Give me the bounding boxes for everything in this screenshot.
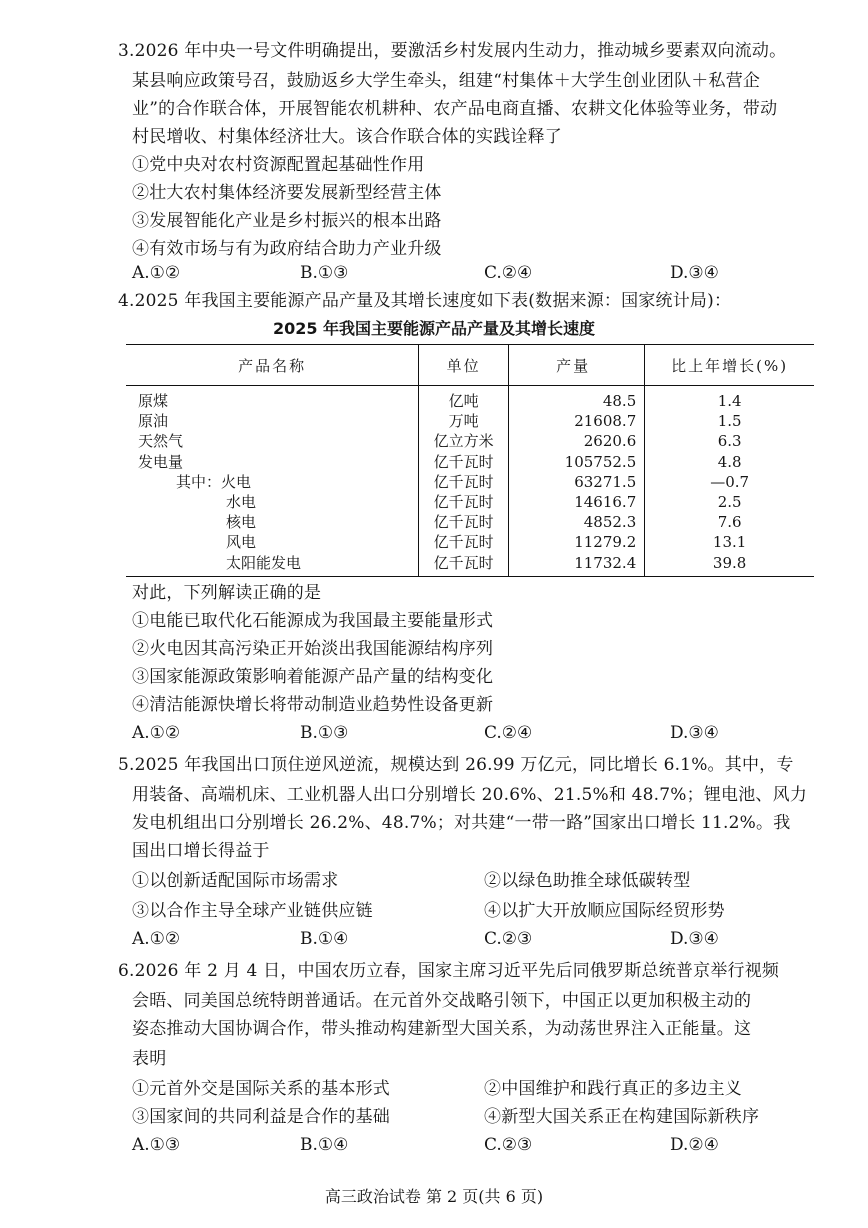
q6-stem-line-4: 表明 — [132, 1049, 167, 1069]
q4-statement-2: ②火电因其高污染正开始淡出我国能源结构序列 — [132, 639, 494, 659]
table-row — [126, 452, 814, 472]
q3-statement-3: ③发展智能化产业是乡村振兴的根本出路 — [132, 211, 442, 231]
q6-stem-line-3: 姿态推动大国协调合作，带头推动构建新型大国关系，为动荡世界注入正能量。这 — [132, 1019, 752, 1039]
table-header-row — [126, 345, 814, 386]
row-unit: 亿千瓦时 — [419, 512, 509, 532]
row-name: 原煤 — [126, 386, 419, 412]
row-growth: 1.4 — [717, 392, 742, 411]
q5-stem-line-4: 国出口增长得益于 — [132, 841, 270, 861]
table-row — [126, 472, 814, 492]
q3-statement-4: ④有效市场与有为政府结合助力产业升级 — [132, 239, 442, 259]
q3-stem-line-3: 业”的合作联合体，开展智能农机耕种、农产品电商直播、农耕文化体验等业务，带动 — [132, 99, 778, 119]
q3-statement-2: ②壮大农村集体经济要发展新型经营主体 — [132, 183, 442, 203]
row-output: 48.5 — [509, 386, 645, 412]
q3-stem-line-4: 村民增收、村集体经济壮大。该合作联合体的实践诠释了 — [132, 127, 562, 147]
row-output: 21608.7 — [509, 411, 645, 431]
q4-intro: 4.2025 年我国主要能源产品产量及其增长速度如下表(数据来源：国家统计局)： — [118, 291, 732, 311]
row-growth: 1.5 — [717, 412, 742, 431]
table-row — [126, 492, 814, 512]
q4-option-c[interactable]: C.②④ — [484, 723, 533, 743]
table-row — [126, 431, 814, 451]
row-output: 14616.7 — [509, 492, 645, 512]
row-name: 水电 — [126, 492, 419, 512]
q5-option-a[interactable]: A.①② — [132, 929, 181, 949]
row-output: 2620.6 — [509, 431, 645, 451]
energy-table — [126, 344, 814, 577]
q5-option-c[interactable]: C.②③ — [484, 929, 533, 949]
q6-option-d[interactable]: D.②④ — [670, 1135, 719, 1155]
q3-statement-1: ①党中央对农村资源配置起基础性作用 — [132, 155, 425, 175]
row-output: 105752.5 — [509, 452, 645, 472]
row-name: 其中：火电 — [126, 472, 419, 492]
q4-option-d[interactable]: D.③④ — [670, 723, 719, 743]
row-name: 发电量 — [126, 452, 419, 472]
row-name: 太阳能发电 — [126, 553, 419, 577]
row-name: 风电 — [126, 532, 419, 552]
row-unit: 亿千瓦时 — [419, 532, 509, 552]
q6-option-a[interactable]: A.①③ — [132, 1135, 181, 1155]
row-growth: 4.8 — [717, 452, 742, 471]
q6-option-b[interactable]: B.①④ — [300, 1135, 349, 1155]
q5-stem-line-1: 5.2025 年我国出口顶住逆风逆流，规模达到 26.99 万亿元，同比增长 6.1%。其中，专 — [118, 755, 794, 775]
q5-option-d[interactable]: D.③④ — [670, 929, 719, 949]
row-name: 天然气 — [126, 431, 419, 451]
q3-stem-line-1: 3.2026 年中央一号文件明确提出，要激活乡村发展内生动力，推动城乡要素双向流动。 — [118, 41, 787, 61]
row-unit: 亿千瓦时 — [419, 452, 509, 472]
q5-statement-2: ②以绿色助推全球低碳转型 — [484, 871, 691, 891]
row-growth: 7.6 — [717, 513, 742, 532]
table-title: 2025 年我国主要能源产品产量及其增长速度 — [272, 319, 596, 338]
table-row — [126, 411, 814, 431]
row-name: 原油 — [126, 411, 419, 431]
q6-stem-line-1: 6.2026 年 2 月 4 日，中国农历立春，国家主席习近平先后同俄罗斯总统普京举行视频 — [118, 961, 780, 981]
row-growth: 39.8 — [645, 553, 814, 577]
q6-statement-2: ②中国维护和践行真正的多边主义 — [484, 1079, 742, 1099]
header-unit: 单位 — [419, 345, 509, 386]
q5-statement-1: ①以创新适配国际市场需求 — [132, 871, 339, 891]
q4-statement-1: ①电能已取代化石能源成为我国最主要能量形式 — [132, 611, 494, 631]
table-row — [126, 386, 814, 412]
row-growth: 6.3 — [717, 432, 742, 451]
row-unit: 亿千瓦时 — [419, 472, 509, 492]
q6-option-c[interactable]: C.②③ — [484, 1135, 533, 1155]
q5-statement-4: ④以扩大开放顺应国际经贸形势 — [484, 901, 725, 921]
q5-option-b[interactable]: B.①④ — [300, 929, 349, 949]
table-row — [126, 532, 814, 552]
q3-option-d[interactable]: D.③④ — [670, 263, 719, 283]
page-footer: 高三政治试卷 第 2 页(共 6 页) — [324, 1187, 544, 1206]
header-product-name: 产品名称 — [126, 345, 419, 386]
row-growth: —0.7 — [710, 472, 750, 491]
row-unit: 亿千瓦时 — [419, 553, 509, 577]
q6-statement-1: ①元首外交是国际关系的基本形式 — [132, 1079, 390, 1099]
q4-option-b[interactable]: B.①③ — [300, 723, 349, 743]
q4-statement-3: ③国家能源政策影响着能源产品产量的结构变化 — [132, 667, 494, 687]
q3-option-c[interactable]: C.②④ — [484, 263, 533, 283]
table-row — [126, 512, 814, 532]
row-unit: 亿吨 — [419, 386, 509, 412]
row-output: 11732.4 — [509, 553, 645, 577]
q3-option-b[interactable]: B.①③ — [300, 263, 349, 283]
row-unit: 亿千瓦时 — [419, 492, 509, 512]
row-output: 11279.2 — [509, 532, 645, 552]
q3-option-a[interactable]: A.①② — [132, 263, 181, 283]
row-unit: 万吨 — [419, 411, 509, 431]
row-growth: 2.5 — [717, 493, 742, 512]
row-output: 63271.5 — [509, 472, 645, 492]
q6-statement-4: ④新型大国关系正在构建国际新秩序 — [484, 1107, 760, 1127]
row-unit: 亿立方米 — [419, 431, 509, 451]
q5-stem-line-2: 用装备、高端机床、工业机器人出口分别增长 20.6%、21.5%和 48.7%；锂电池、风力 — [132, 785, 808, 805]
q3-stem-line-2: 某县响应政策号召，鼓励返乡大学生牵头，组建“村集体＋大学生创业团队＋私营企 — [132, 71, 761, 91]
q5-statement-3: ③以合作主导全球产业链供应链 — [132, 901, 373, 921]
q6-stem-line-2: 会晤、同美国总统特朗普通话。在元首外交战略引领下，中国正以更加积极主动的 — [132, 991, 752, 1011]
row-output: 4852.3 — [509, 512, 645, 532]
row-name: 核电 — [126, 512, 419, 532]
q4-option-a[interactable]: A.①② — [132, 723, 181, 743]
header-output: 产量 — [509, 345, 645, 386]
row-growth: 13.1 — [712, 533, 747, 552]
q4-statement-4: ④清洁能源快增长将带动制造业趋势性设备更新 — [132, 695, 494, 715]
q4-prompt: 对此，下列解读正确的是 — [132, 583, 322, 603]
q6-statement-3: ③国家间的共同利益是合作的基础 — [132, 1107, 390, 1127]
table-row — [126, 553, 814, 577]
header-growth: 比上年增长(%) — [645, 345, 814, 386]
q5-stem-line-3: 发电机组出口分别增长 26.2%、48.7%；对共建“一带一路”国家出口增长 11.2%。我 — [132, 813, 791, 833]
